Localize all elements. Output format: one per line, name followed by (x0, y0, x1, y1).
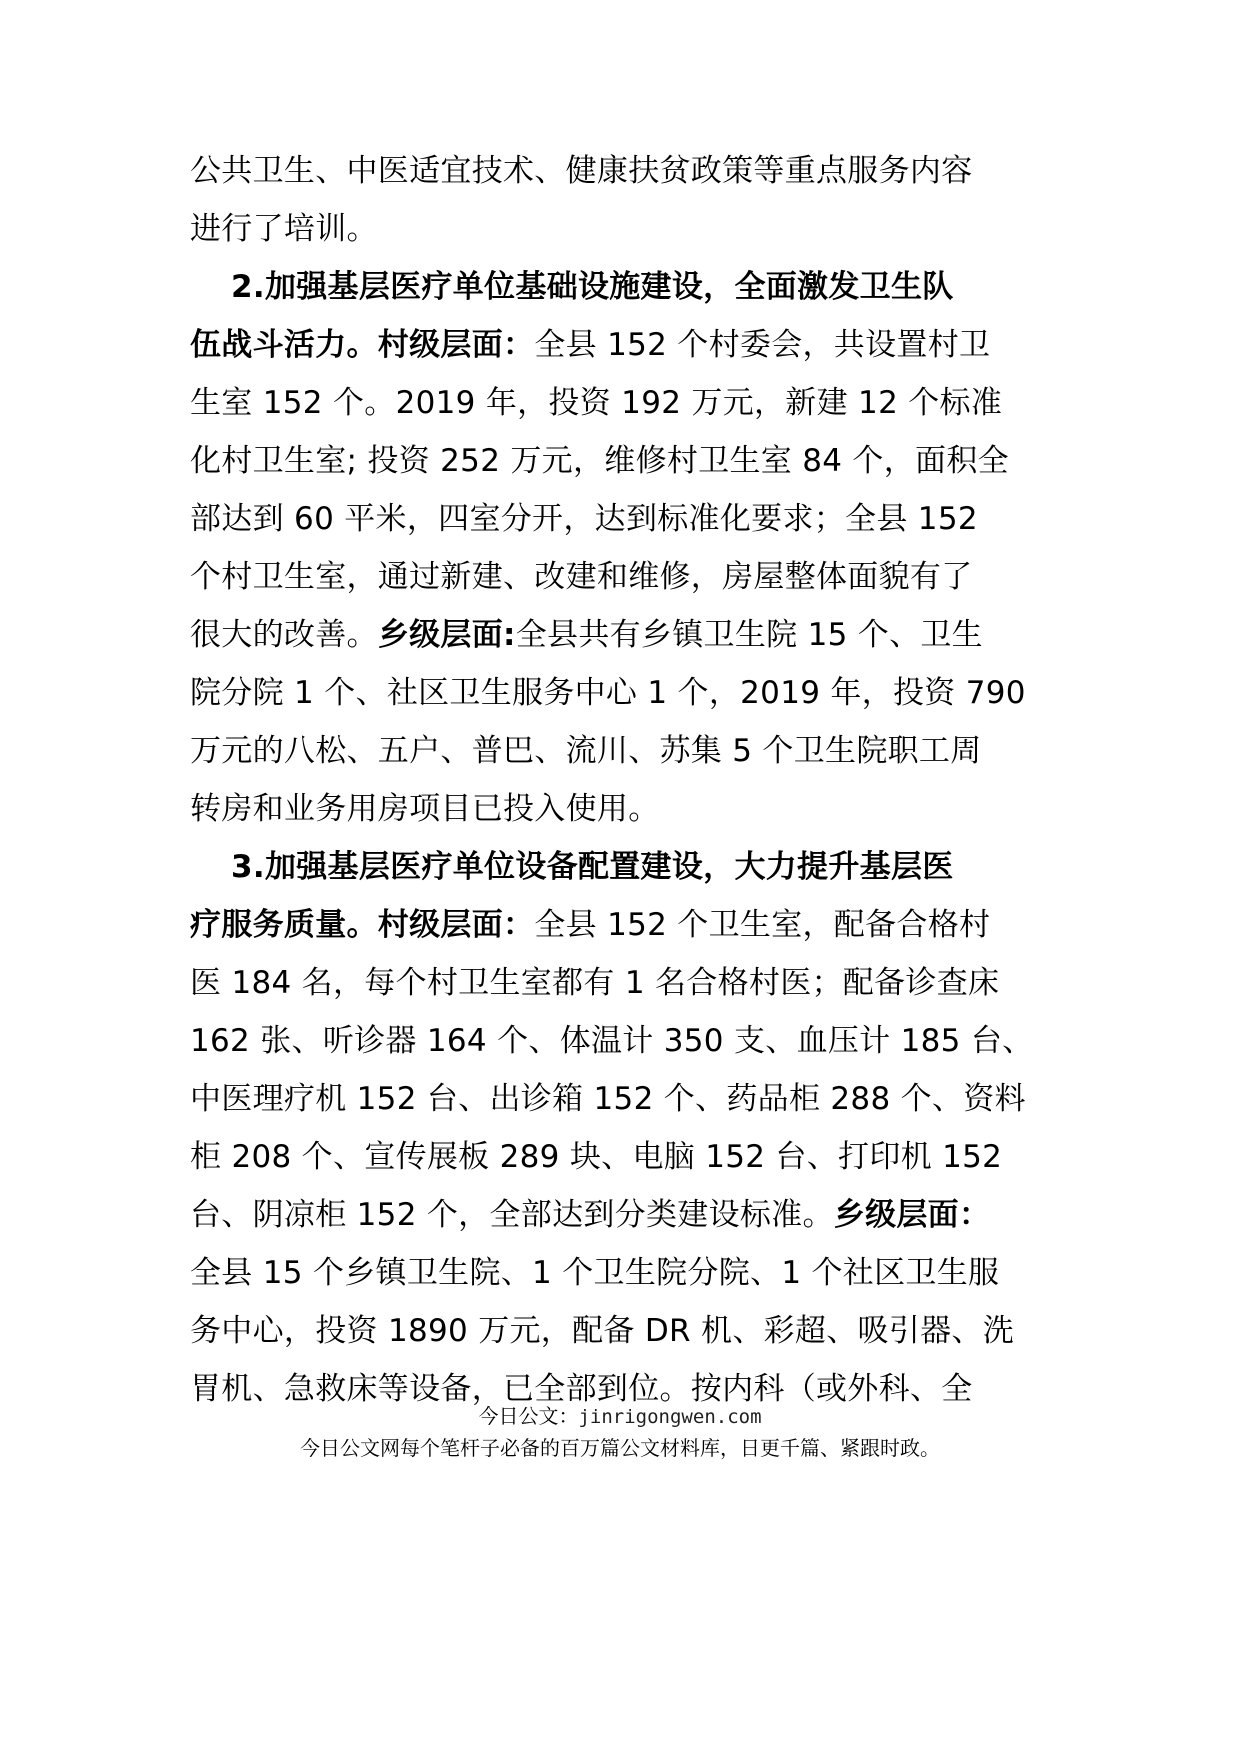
text-segment: 进行了培训。 (190, 211, 378, 247)
bold-text-segment: 疗服务质量。村级层面： (190, 907, 535, 943)
text-line (190, 151, 973, 191)
text-segment: 个村卫生室，通过新建、改建和维修，房屋整体面貌有了 (190, 559, 973, 595)
text-line (190, 1021, 1033, 1061)
text-line (190, 557, 973, 597)
text-line (190, 1079, 1026, 1119)
text-segment: 化村卫生室; 投资 252 万元，维修村卫生室 84 个，面积全 (190, 443, 1009, 479)
text-segment: 万元的八松、五户、普巴、流川、苏集 5 个卫生院职工周 (190, 733, 982, 769)
text-line (190, 441, 1009, 481)
text-segment: 中医理疗机 152 台、出诊箱 152 个、药品柜 288 个、资料 (190, 1081, 1026, 1117)
footer-slogan: 今日公文网每个笔杆子必备的百万篇公文材料库，日更千篇、紧跟时政。 (300, 1436, 940, 1460)
bold-text-segment: 3.加强基层医疗单位设备配置建设，大力提升基层医 (231, 849, 954, 885)
text-segment: 院分院 1 个、社区卫生服务中心 1 个，2019 年，投资 790 (190, 675, 1026, 711)
text-segment: 柜 208 个、宣传展板 289 块、电脑 152 台、打印机 152 (190, 1139, 1003, 1175)
text-line (190, 1137, 1002, 1177)
text-segment: 全县 152 个卫生室，配备合格村 (534, 907, 991, 943)
text-line (190, 963, 999, 1003)
text-line (190, 383, 1002, 423)
text-line (231, 847, 954, 887)
text-segment: 胃机、急救床等设备，已全部到位。按内科（或外科、全 (190, 1371, 973, 1407)
text-line (190, 615, 983, 655)
text-line (190, 905, 990, 945)
footer-site-link[interactable]: jinrigongwen.com (578, 1406, 762, 1428)
bold-text-segment: 伍战斗活力。村级层面： (190, 327, 535, 363)
text-segment: 162 张、听诊器 164 个、体温计 350 支、血压计 185 台、 (190, 1023, 1034, 1059)
text-segment: 部达到 60 平米，四室分开，达到标准化要求；全县 152 (190, 501, 978, 537)
text-segment: 转房和业务用房项目已投入使用。 (190, 791, 660, 827)
text-segment: 台、阴凉柜 152 个，全部达到分类建设标准。 (190, 1197, 834, 1233)
text-segment: 全县 15 个乡镇卫生院、1 个卫生院分院、1 个社区卫生服 (190, 1255, 1000, 1291)
text-segment: 公共卫生、中医适宜技术、健康扶贫政策等重点服务内容 (190, 153, 973, 189)
text-segment: 生室 152 个。2019 年，投资 192 万元，新建 12 个标准 (190, 385, 1003, 421)
footer-site-line (0, 1403, 1240, 1430)
bold-text-segment: 乡级层面： (833, 1197, 991, 1233)
text-line (190, 499, 978, 539)
text-line (231, 267, 954, 307)
text-line (190, 1311, 1014, 1351)
text-line (190, 1195, 990, 1235)
text-line (190, 789, 660, 829)
text-line (190, 731, 982, 771)
text-line (190, 1253, 999, 1293)
bold-text-segment: 乡级层面: (377, 617, 516, 653)
text-line (190, 673, 1026, 713)
text-line (190, 325, 990, 365)
text-line (190, 209, 378, 249)
text-segment: 很大的改善。 (190, 617, 378, 653)
bold-text-segment: 2.加强基层医疗单位基础设施建设，全面激发卫生队 (231, 269, 954, 305)
text-segment: 全县共有乡镇卫生院 15 个、卫生 (515, 617, 983, 653)
footer-site-label: 今日公文： (478, 1404, 579, 1428)
text-segment: 全县 152 个村委会，共设置村卫 (534, 327, 991, 363)
text-segment: 医 184 名，每个村卫生室都有 1 名合格村医；配备诊查床 (190, 965, 1000, 1001)
text-segment: 务中心，投资 1890 万元，配备 DR 机、彩超、吸引器、洗 (190, 1313, 1015, 1349)
